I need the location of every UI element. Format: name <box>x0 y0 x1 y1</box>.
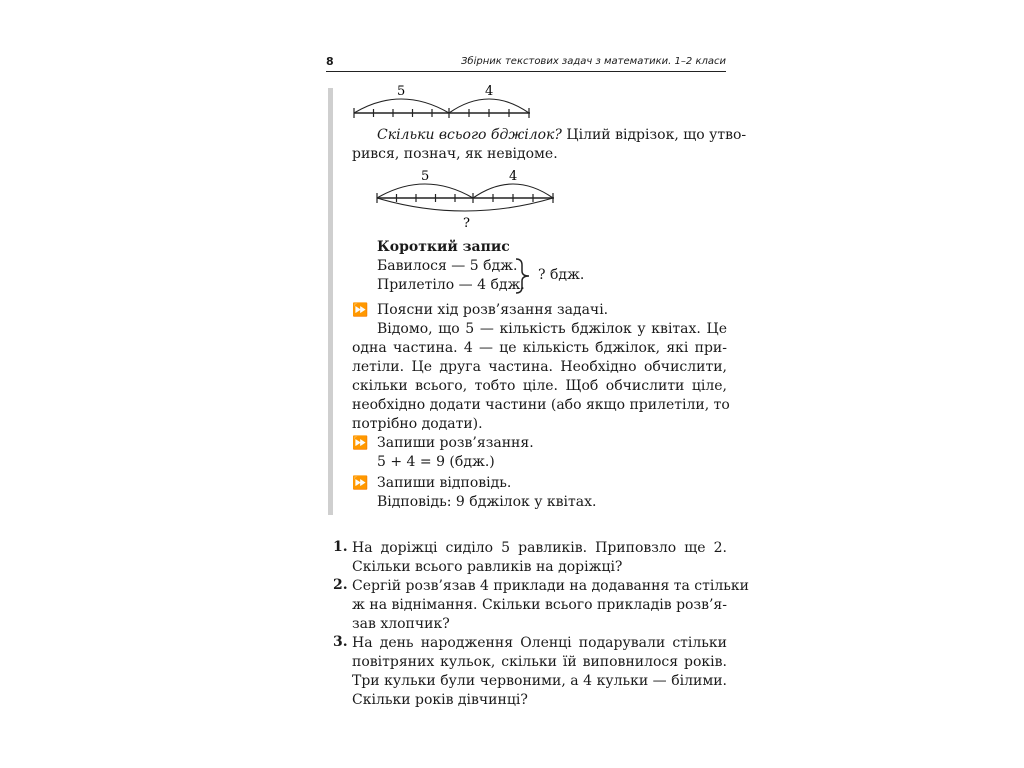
answer-text: Відповідь: 9 бджілок у квітах. <box>377 494 597 510</box>
solution-equation: 5 + 4 = 9 (бдж.) <box>377 454 495 470</box>
arc-left <box>377 184 473 198</box>
problem-3-line-3: Три кульки були червоними, а 4 кульки — білими. <box>352 673 727 689</box>
arc-left <box>354 99 449 113</box>
brace-icon <box>512 257 534 295</box>
double-arrow-icon: ⏩ <box>352 303 369 318</box>
short-record-title: Короткий запис <box>377 239 510 255</box>
segment-diagram-2 <box>375 168 565 230</box>
example-sidebar-bar <box>328 88 333 515</box>
running-header <box>326 55 726 72</box>
problem-1-line-2: Скільки всього равликів на доріжці? <box>352 559 623 575</box>
problem-1-number: 1. <box>333 539 348 555</box>
explain-line-2: одна частина. 4 — це кількість бджілок, які при- <box>352 340 727 356</box>
short-record-row-2: Прилетіло — 4 бдж. <box>377 277 525 293</box>
problem-2-line-2: ж на віднімання. Скільки всього прикладів розв’я- <box>352 597 727 613</box>
answer-instruction: Запиши відповідь. <box>377 475 512 491</box>
page-number: 8 <box>326 55 334 68</box>
problem-1-line-1: На доріжці сиділо 5 равликів. Приповзло ще 2. <box>352 540 727 556</box>
problem-3-line-4: Скільки років дівчинці? <box>352 692 528 708</box>
explain-instruction: Поясни хід розв’язання задачі. <box>377 302 609 318</box>
explain-line-1: Відомо, що 5 — кількість бджілок у квітах. Це <box>377 321 727 337</box>
diagram2-left-label: 5 <box>421 169 430 184</box>
diagram1-left-label: 5 <box>397 84 406 99</box>
book-title: Збірник текстових задач з математики. 1–2 класи <box>461 56 726 67</box>
diagram2-total-label: ? <box>463 216 470 231</box>
diagram2-right-label: 4 <box>509 169 518 184</box>
intro-line-1: Скільки всього бджілок? Цілий відрізок, що утво- <box>377 127 747 143</box>
explain-line-6: потрібно додати). <box>352 416 483 432</box>
double-arrow-icon: ⏩ <box>352 476 369 491</box>
explain-line-5: необхідно додати частини (або якщо прилетіли, то <box>352 397 730 413</box>
short-record-result: ? бдж. <box>538 267 585 283</box>
problem-3-number: 3. <box>333 634 348 650</box>
intro-line-2: рився, познач, як невідоме. <box>352 146 558 162</box>
double-arrow-icon: ⏩ <box>352 436 369 451</box>
short-record-row-1: Бавилося — 5 бдж. <box>377 258 518 274</box>
problem-3-line-2: повітряних кульок, скільки їй виповнилося років. <box>352 654 727 670</box>
problem-2-line-3: зав хлопчик? <box>352 616 450 632</box>
explain-line-4: скільки всього, тобто ціле. Щоб обчислити ціле, <box>352 378 727 394</box>
diagram1-right-label: 4 <box>485 84 494 99</box>
arc-total <box>377 198 553 211</box>
segment-diagram-1 <box>352 82 537 122</box>
question-text: Скільки всього бджілок? <box>377 127 562 143</box>
problem-2-line-1: Сергій розв’язав 4 приклади на додавання та стільки <box>352 578 749 594</box>
problem-3-line-1: На день народження Оленці подарували стільки <box>352 635 727 651</box>
explain-line-3: летіли. Це друга частина. Необхідно обчислити, <box>352 359 727 375</box>
solution-instruction: Запиши розв’язання. <box>377 435 534 451</box>
problem-2-number: 2. <box>333 577 348 593</box>
